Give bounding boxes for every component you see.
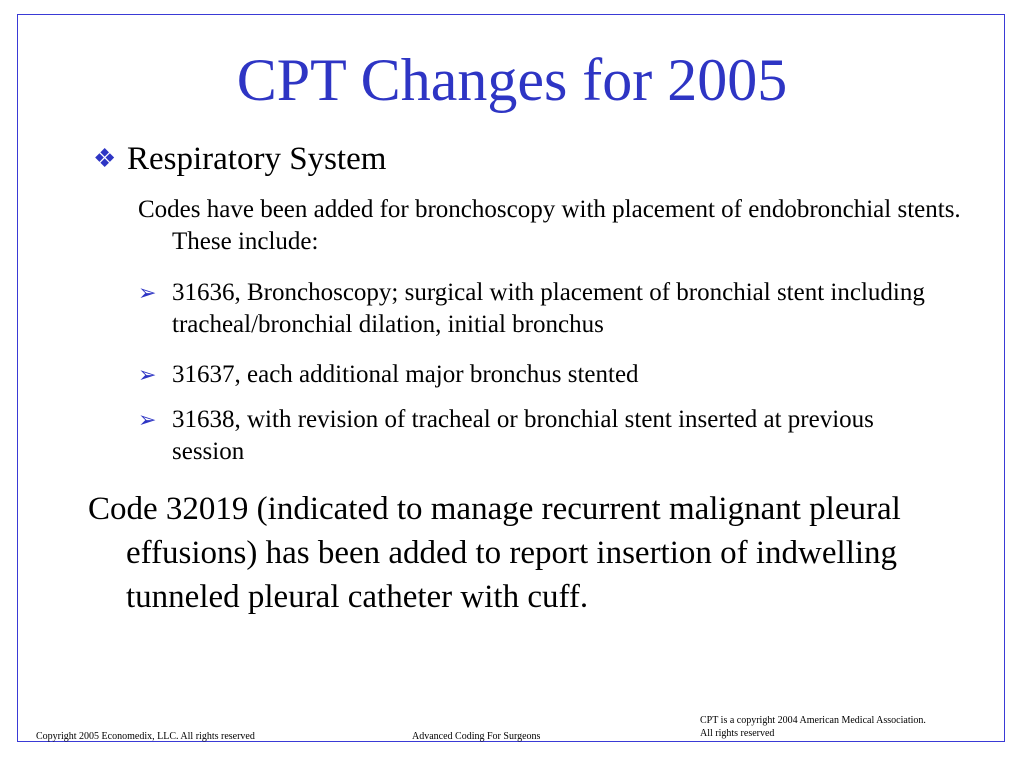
list-item-text: 31638, with revision of tracheal or bronchial stent inserted at previous session [172,406,874,465]
arrow-bullet-icon: ➢ [138,362,157,387]
diamond-bullet-icon: ❖ [93,144,117,173]
section-heading: Respiratory System [127,141,387,177]
list-item [138,359,948,391]
list-item-text: 31637, each additional major bronchus stented [172,361,639,388]
footer-course-title: Advanced Coding For Surgeons [412,731,541,742]
list-item [138,404,948,468]
footer-cpt-notice-line1: CPT is a copyright 2004 American Medical Association. [700,715,926,726]
code-paragraph: Code 32019 (indicated to manage recurrent malignant pleural effusions) has been added to report insertion of indwelling tunneled pleural catheter with cuff. [88,491,901,615]
intro-paragraph: Codes have been added for bronchoscopy with placement of endobronchial stents. These include: [138,196,961,255]
footer-cpt-notice-line2: All rights reserved [700,728,775,739]
section-heading-row [93,138,386,180]
list-item-text: 31636, Bronchoscopy; surgical with placement of bronchial stent including tracheal/bronchial dilation, initial bronchus [172,279,925,338]
slide-title: CPT Changes for 2005 [236,47,788,113]
arrow-bullet-icon: ➢ [138,280,157,305]
footer-cpt-notice [700,714,980,740]
list-item [138,277,948,341]
arrow-bullet-icon: ➢ [138,407,157,432]
footer-copyright: Copyright 2005 Economedix, LLC. All rights reserved [36,731,255,742]
